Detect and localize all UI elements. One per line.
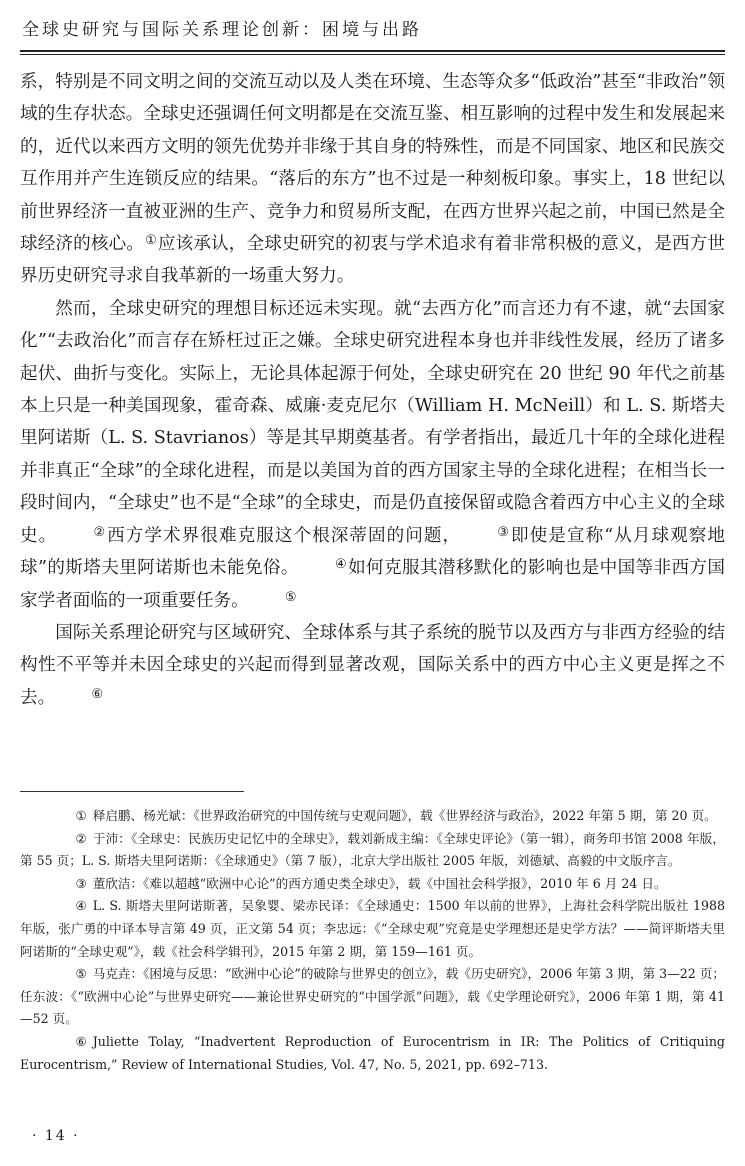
footnote-ref[interactable]: ① <box>145 233 157 249</box>
footnote-ref[interactable]: ⑥ <box>91 686 104 702</box>
footnote-text: 释启鹏、杨光斌：《世界政治研究的中国传统与史观问题》，载《世界经济与政治》，2022 年第 5 期，第 20 页。 <box>92 808 717 823</box>
footnote-ref[interactable]: ⑤ <box>284 589 297 605</box>
body-paragraph-2 <box>20 293 725 617</box>
footnote <box>20 828 725 873</box>
footnote-text: L. S. 斯塔夫里阿诺斯著，吴象婴、梁赤民译：《全球通史：1500 年以前的世界》，上海社会科学院出版社 1988 年版，张广勇的中译本导言第 49 页，正文第 54 页；李忠远：《“全球史观”究竟是史学理想还是史学方法？——简评斯塔夫里阿诺斯的“全球史观”》，载《社会科学辑刊》，2015 年第 2 期，第 159—161 页。 <box>20 898 725 959</box>
footnote-ref[interactable]: ③ <box>497 524 509 540</box>
footnote-mark: ⑥ <box>75 1033 87 1049</box>
body-paragraph-3 <box>20 617 725 714</box>
header-rule-thin <box>20 54 725 55</box>
text-segment: 然而，全球史研究的理想目标还远未实现。就“去西方化”而言还力有不逮，就“去国家化”“去政治化”而言存在矫枉过正之嫌。全球史研究进程本身也并非线性发展，经历了诸多起伏、曲折与变化。实际上，无论具体起源于何处，全球史研究在 20 世纪 90 年代之前基本上只是一种美国现象，霍奇森、威廉·麦克尼尔（William H. McNeill）和 L. S. 斯塔夫里阿诺斯（L. S. Stavrianos）等是其早期奠基者。有学者指出，最近几十年的全球化进程并非真正“全球”的全球化进程，而是以美国为首的西方国家主导的全球化进程；在相当长一段时间内，“全球史”也不是“全球”的全球史，而是仍直接保留或隐含着西方中心主义的全球史。 <box>20 298 725 546</box>
body-paragraph-1 <box>20 66 725 293</box>
footnote-text: 于沛：《全球史：民族历史记忆中的全球史》，载刘新成主编：《全球史评论》（第一辑），商务印书馆 2008 年版，第 55 页；L. S. 斯塔夫里阿诺斯：《全球通史》（第 7 版），北京大学出版社 2005 年版，刘德斌、高毅的中文版序言。 <box>20 830 725 869</box>
text-segment: 系，特别是不同文明之间的交流互动以及人类在环境、生态等众多“低政治”甚至“非政治”领域的生存状态。全球史还强调任何文明都是在交流互鉴、相互影响的过程中发生和发展起来的，近代以来西方文明的领先优势并非缘于其自身的特殊性，而是不同国家、地区和民族交互作用并产生连锁反应的结果。“落后的东方”也不过是一种刻板印象。事实上，18 世纪以前世界经济一直被亚洲的生产、竞争力和贸易所支配，在西方世界兴起之前，中国已然是全球经济的核心。 <box>20 72 725 255</box>
footnote <box>20 963 725 1031</box>
text-segment: 如何克服其潜移默化的影响也是中国等非西方国家学者面临的一项重要任务。 <box>20 558 725 611</box>
page-number: · 14 · <box>32 1128 80 1144</box>
text-segment: 国际关系理论研究与区域研究、全球体系与其子系统的脱节以及西方与非西方经验的结构性不平等并未因全球史的兴起而得到显著改观，国际关系中的西方中心主义更是挥之不去。 <box>20 622 725 708</box>
footnote-ref[interactable]: ④ <box>335 557 347 573</box>
footnote <box>20 895 725 963</box>
footnote-mark: ⑤ <box>75 966 87 982</box>
text-segment: 应该承认，全球史研究的初衷与学术追求有着非常积极的意义，是西方世界历史研究寻求自我革新的一场重大努力。 <box>20 234 725 287</box>
header-rule <box>20 50 725 52</box>
footnote <box>20 1031 725 1076</box>
text-segment: 即使是宣称“从月球观察地球”的斯塔夫里阿诺斯也未能免俗。 <box>20 525 725 579</box>
footnote-ref[interactable]: ② <box>93 524 106 540</box>
footnote-mark: ② <box>75 830 87 846</box>
footnote-mark: ③ <box>75 875 87 891</box>
footnote-text: Juliette Tolay, “Inadvertent Reproduction of Eurocentrism in IR: The Politics of Critiquing Eurocentrism,” Review of International Studies, Vol. 47, No. 5, 2021, pp. 692–713. <box>20 1033 725 1072</box>
article-body <box>20 66 725 714</box>
text-segment: 西方学术界很难克服这个根深蒂固的问题， <box>106 525 462 546</box>
footnote <box>20 873 725 896</box>
footnote <box>20 805 725 828</box>
footnote-mark: ④ <box>75 898 87 914</box>
footnotes <box>20 805 725 1076</box>
footnote-text: 董欣洁：《难以超越“欧洲中心论”的西方通史类全球史》，载《中国社会科学报》，2010 年 6 月 24 日。 <box>92 875 667 891</box>
running-header: 全球史研究与国际关系理论创新：困境与出路 <box>22 20 422 40</box>
footnote-mark: ① <box>75 808 87 823</box>
footnote-rule <box>20 791 244 792</box>
footnote-text: 马克垚：《困境与反思：“欧洲中心论”的破除与世界史的创立》，载《历史研究》，2006 年第 3 期，第 3—22 页；任东波：《“欧洲中心论”与世界史研究——兼论世界史研究的“中国学派”问题》，载《史学理论研究》，2006 年第 1 期，第 41—52 页。 <box>20 966 725 1027</box>
